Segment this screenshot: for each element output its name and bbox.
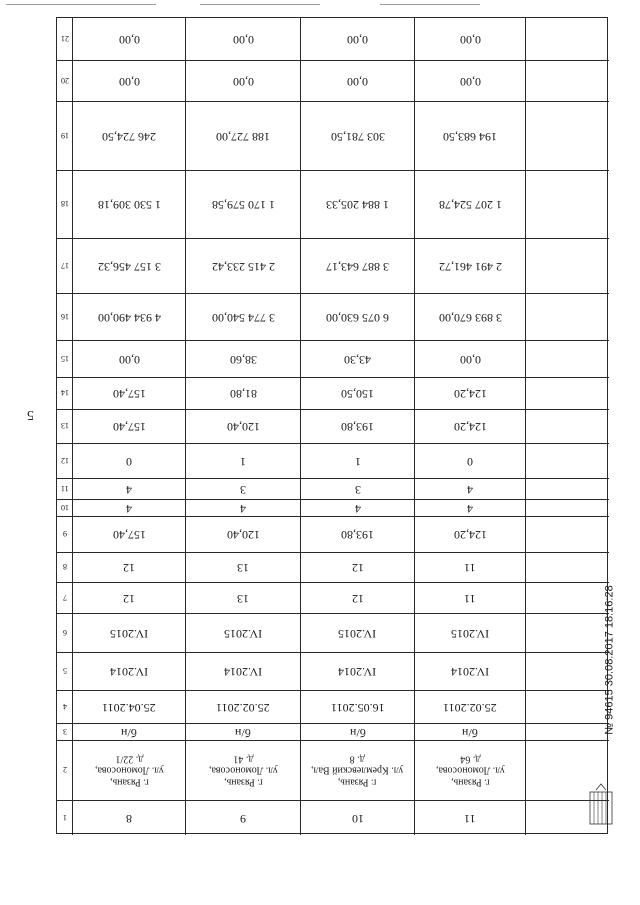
column-header — [57, 293, 72, 340]
scan-edge-mark — [200, 4, 320, 5]
cell-value: 2 415 233,42 — [211, 259, 275, 274]
column-header-label: 7 — [62, 593, 67, 603]
cell-value: 10 — [351, 811, 364, 826]
column-header-label: 2 — [62, 765, 67, 775]
cell-value: 11 — [464, 591, 476, 606]
table-cell — [301, 409, 414, 443]
column-header-label: 10 — [60, 503, 69, 513]
cell-value: 120,40 — [226, 527, 260, 542]
cell-value: IV.2014 — [450, 664, 490, 679]
column-header-label: 14 — [60, 388, 69, 398]
column-header — [57, 377, 72, 409]
table-cell — [301, 18, 414, 60]
cell-value: 157,40 — [112, 527, 146, 542]
table-cell — [186, 800, 300, 835]
address-text: г. Рязань, ул. Ломоносова, д. 22/1 — [94, 753, 164, 788]
cell-value: 38,60 — [229, 352, 257, 367]
table-cell — [301, 238, 414, 293]
table-cell — [186, 478, 300, 499]
page-number: 5 — [26, 407, 34, 423]
column-header — [57, 170, 72, 238]
table-cell — [73, 690, 185, 723]
table-cell — [301, 552, 414, 582]
table-cell — [186, 690, 300, 723]
cell-value: 3 157 456,32 — [97, 259, 161, 274]
column-header-label: 16 — [60, 312, 69, 322]
table-cell — [73, 101, 185, 170]
cell-value: 1 207 524,78 — [438, 197, 502, 212]
column-header-label: 3 — [62, 727, 67, 737]
table-cell — [415, 740, 525, 800]
cell-value: 2 491 461,72 — [438, 259, 502, 274]
cell-value: 124,20 — [453, 386, 487, 401]
table-cell — [415, 377, 525, 409]
column-header-label: 6 — [62, 628, 67, 638]
table-cell — [186, 377, 300, 409]
table-cell — [301, 613, 414, 652]
cell-value: 25.04.2011 — [102, 700, 156, 715]
address-text: г. Рязань, ул. Ломоносова, д. 64 — [435, 753, 505, 788]
table-cell — [415, 293, 525, 340]
cell-value: б/н — [235, 725, 251, 740]
column-header — [57, 101, 72, 170]
grid-line — [525, 18, 526, 835]
table-cell — [73, 800, 185, 835]
column-header-label: 9 — [62, 529, 67, 539]
cell-value: 0,00 — [347, 32, 368, 47]
column-header — [57, 582, 72, 613]
table-cell — [186, 293, 300, 340]
cell-value: 0,00 — [347, 74, 368, 89]
cell-value: 0,00 — [459, 74, 481, 89]
column-header-label: 19 — [60, 131, 69, 141]
cell-value: 12 — [123, 591, 135, 606]
column-header-label: 8 — [62, 562, 67, 572]
table-cell — [301, 443, 414, 478]
table-cell — [73, 340, 185, 377]
column-header — [57, 516, 72, 552]
cell-value: IV.2014 — [338, 664, 377, 679]
cell-value: 188 727,00 — [216, 129, 270, 144]
table-cell — [415, 499, 525, 516]
cell-value: б/н — [121, 725, 137, 740]
column-header-label: 18 — [60, 199, 69, 209]
table-cell — [415, 443, 525, 478]
table-cell — [73, 377, 185, 409]
cell-value: IV.2014 — [109, 664, 149, 679]
table-cell — [186, 613, 300, 652]
column-header — [57, 409, 72, 443]
table-cell — [415, 60, 525, 101]
cell-value: 81,80 — [229, 386, 257, 401]
column-header — [57, 723, 72, 740]
cell-value: 11 — [464, 560, 476, 575]
cell-value: 193,80 — [341, 419, 374, 434]
cell-value: IV.2015 — [109, 626, 149, 641]
cell-value: 12 — [351, 560, 364, 575]
cell-value: 0,00 — [118, 32, 140, 47]
table-cell — [186, 101, 300, 170]
column-header — [57, 800, 72, 835]
table-cell — [415, 170, 525, 238]
cell-value: 43,30 — [344, 352, 371, 367]
cell-value: 4 — [240, 501, 246, 516]
data-table — [56, 17, 608, 834]
table-cell — [415, 101, 525, 170]
cell-value: 3 887 643,17 — [326, 259, 389, 274]
cell-value: 12 — [351, 591, 364, 606]
table-cell — [73, 516, 185, 552]
cell-value: 16.05.2011 — [330, 700, 385, 715]
table-cell — [415, 478, 525, 499]
cell-value: 13 — [237, 560, 249, 575]
column-header-label: 11 — [60, 484, 69, 494]
cell-value: 3 893 670,00 — [438, 310, 502, 325]
table-cell — [186, 340, 300, 377]
table-cell — [301, 377, 414, 409]
table-cell — [301, 340, 414, 377]
table-cell — [301, 800, 414, 835]
cell-value: 3 774 540,00 — [211, 310, 275, 325]
cell-value: 4 — [126, 501, 132, 516]
cell-value: 120,40 — [226, 419, 260, 434]
table-cell — [73, 740, 185, 800]
column-header-label: 5 — [62, 666, 67, 676]
table-cell — [186, 652, 300, 690]
cell-value: 25.02.2011 — [443, 700, 497, 715]
table-cell — [415, 582, 525, 613]
table-cell — [415, 409, 525, 443]
cell-value: 193,80 — [341, 527, 374, 542]
cell-value: б/н — [462, 725, 478, 740]
table-cell — [301, 499, 414, 516]
table-cell — [73, 238, 185, 293]
rosreestr-logo — [586, 782, 616, 826]
cell-value: IV.2015 — [450, 626, 490, 641]
table-cell — [186, 740, 300, 800]
column-header — [57, 60, 72, 101]
table-cell — [415, 723, 525, 740]
scan-edge-mark — [6, 4, 156, 5]
cell-value: IV.2015 — [338, 626, 377, 641]
cell-value: 157,40 — [112, 419, 146, 434]
cell-value: 124,20 — [453, 419, 487, 434]
column-header-label: 4 — [62, 702, 67, 712]
table-cell — [73, 652, 185, 690]
cell-value: 11 — [464, 811, 476, 826]
table-cell — [415, 613, 525, 652]
column-header — [57, 499, 72, 516]
column-header — [57, 613, 72, 652]
table-cell — [301, 723, 414, 740]
cell-value: 4 — [126, 482, 132, 497]
table-cell — [415, 552, 525, 582]
cell-value: 8 — [126, 811, 132, 826]
column-header-label: 13 — [60, 421, 69, 431]
table-cell — [186, 723, 300, 740]
table-cell — [73, 478, 185, 499]
cell-value: 25.02.2011 — [216, 700, 270, 715]
cell-value: 0,00 — [118, 352, 140, 367]
table-cell — [415, 800, 525, 835]
table-cell — [415, 652, 525, 690]
cell-value: 9 — [240, 811, 246, 826]
column-header — [57, 690, 72, 723]
table-cell — [301, 690, 414, 723]
cell-value: 303 781,50 — [330, 129, 385, 144]
cell-value: 0 — [126, 454, 132, 469]
cell-value: 194 683,50 — [443, 129, 497, 144]
column-header — [57, 740, 72, 800]
column-header-label: 1 — [62, 813, 67, 823]
scan-edge-mark — [380, 4, 480, 5]
table-cell — [186, 499, 300, 516]
cell-value: 124,20 — [453, 527, 487, 542]
column-header — [57, 652, 72, 690]
cell-value: 150,50 — [341, 386, 374, 401]
table-cell — [186, 443, 300, 478]
table-cell — [186, 170, 300, 238]
table-cell — [415, 18, 525, 60]
column-header — [57, 478, 72, 499]
cell-value: IV.2014 — [223, 664, 263, 679]
table-cell — [186, 238, 300, 293]
table-cell — [73, 170, 185, 238]
address-text: г. Рязань, ул. Кремлевский Вал, д. 8 — [311, 753, 404, 788]
table-cell — [186, 60, 300, 101]
table-cell — [301, 170, 414, 238]
column-header — [57, 552, 72, 582]
cell-value: 4 934 490,00 — [97, 310, 161, 325]
cell-value: 1 884 205,33 — [326, 197, 389, 212]
table-cell — [186, 516, 300, 552]
table-cell — [301, 582, 414, 613]
column-header-label: 20 — [60, 76, 69, 86]
table-cell — [186, 582, 300, 613]
table-cell — [73, 499, 185, 516]
cell-value: 0,00 — [118, 74, 140, 89]
table-cell — [73, 409, 185, 443]
cell-value: 1 170 579,58 — [211, 197, 275, 212]
cell-value: 1 530 309,18 — [97, 197, 161, 212]
column-header — [57, 18, 72, 60]
cell-value: 0,00 — [232, 74, 254, 89]
cell-value: 0,00 — [459, 352, 481, 367]
column-header — [57, 238, 72, 293]
column-header — [57, 443, 72, 478]
table-cell — [415, 690, 525, 723]
cell-value: 0,00 — [459, 32, 481, 47]
table-cell — [73, 443, 185, 478]
cell-value: 13 — [237, 591, 249, 606]
table-cell — [73, 60, 185, 101]
table-cell — [73, 582, 185, 613]
cell-value: 4 — [467, 501, 473, 516]
cell-value: 246 724,50 — [102, 129, 156, 144]
cell-value: 3 — [240, 482, 246, 497]
table-cell — [186, 18, 300, 60]
cell-value: 1 — [354, 454, 361, 469]
registration-stamp: № 94615 30.08.2017 18:16:28 — [604, 585, 616, 735]
address-text: г. Рязань, ул. Ломоносова, д. 41 — [208, 753, 278, 788]
cell-value: IV.2015 — [223, 626, 263, 641]
table-cell — [301, 293, 414, 340]
cell-value: 3 — [354, 482, 361, 497]
table-cell — [73, 723, 185, 740]
table-cell — [73, 293, 185, 340]
table-cell — [301, 652, 414, 690]
table-cell — [415, 238, 525, 293]
column-header-label: 15 — [60, 354, 69, 364]
table-cell — [301, 478, 414, 499]
cell-value: 0 — [467, 454, 473, 469]
cell-value: 6 075 630,00 — [326, 310, 389, 325]
table-cell — [415, 516, 525, 552]
cell-value: 4 — [354, 501, 361, 516]
table-cell — [301, 740, 414, 800]
cell-value: 1 — [240, 454, 246, 469]
cell-value: б/н — [349, 725, 366, 740]
cell-value: 157,40 — [112, 386, 146, 401]
column-header — [57, 340, 72, 377]
table-cell — [301, 60, 414, 101]
cell-value: 4 — [467, 482, 473, 497]
table-cell — [186, 552, 300, 582]
column-header-label: 17 — [60, 261, 69, 271]
table-cell — [186, 409, 300, 443]
table-cell — [73, 552, 185, 582]
table-cell — [73, 18, 185, 60]
cell-value: 12 — [123, 560, 135, 575]
column-header-label: 21 — [60, 34, 69, 44]
table-cell — [415, 340, 525, 377]
cell-value: 0,00 — [232, 32, 254, 47]
table-cell — [301, 101, 414, 170]
table-cell — [73, 613, 185, 652]
column-header-label: 12 — [60, 456, 69, 466]
table-cell — [301, 516, 414, 552]
